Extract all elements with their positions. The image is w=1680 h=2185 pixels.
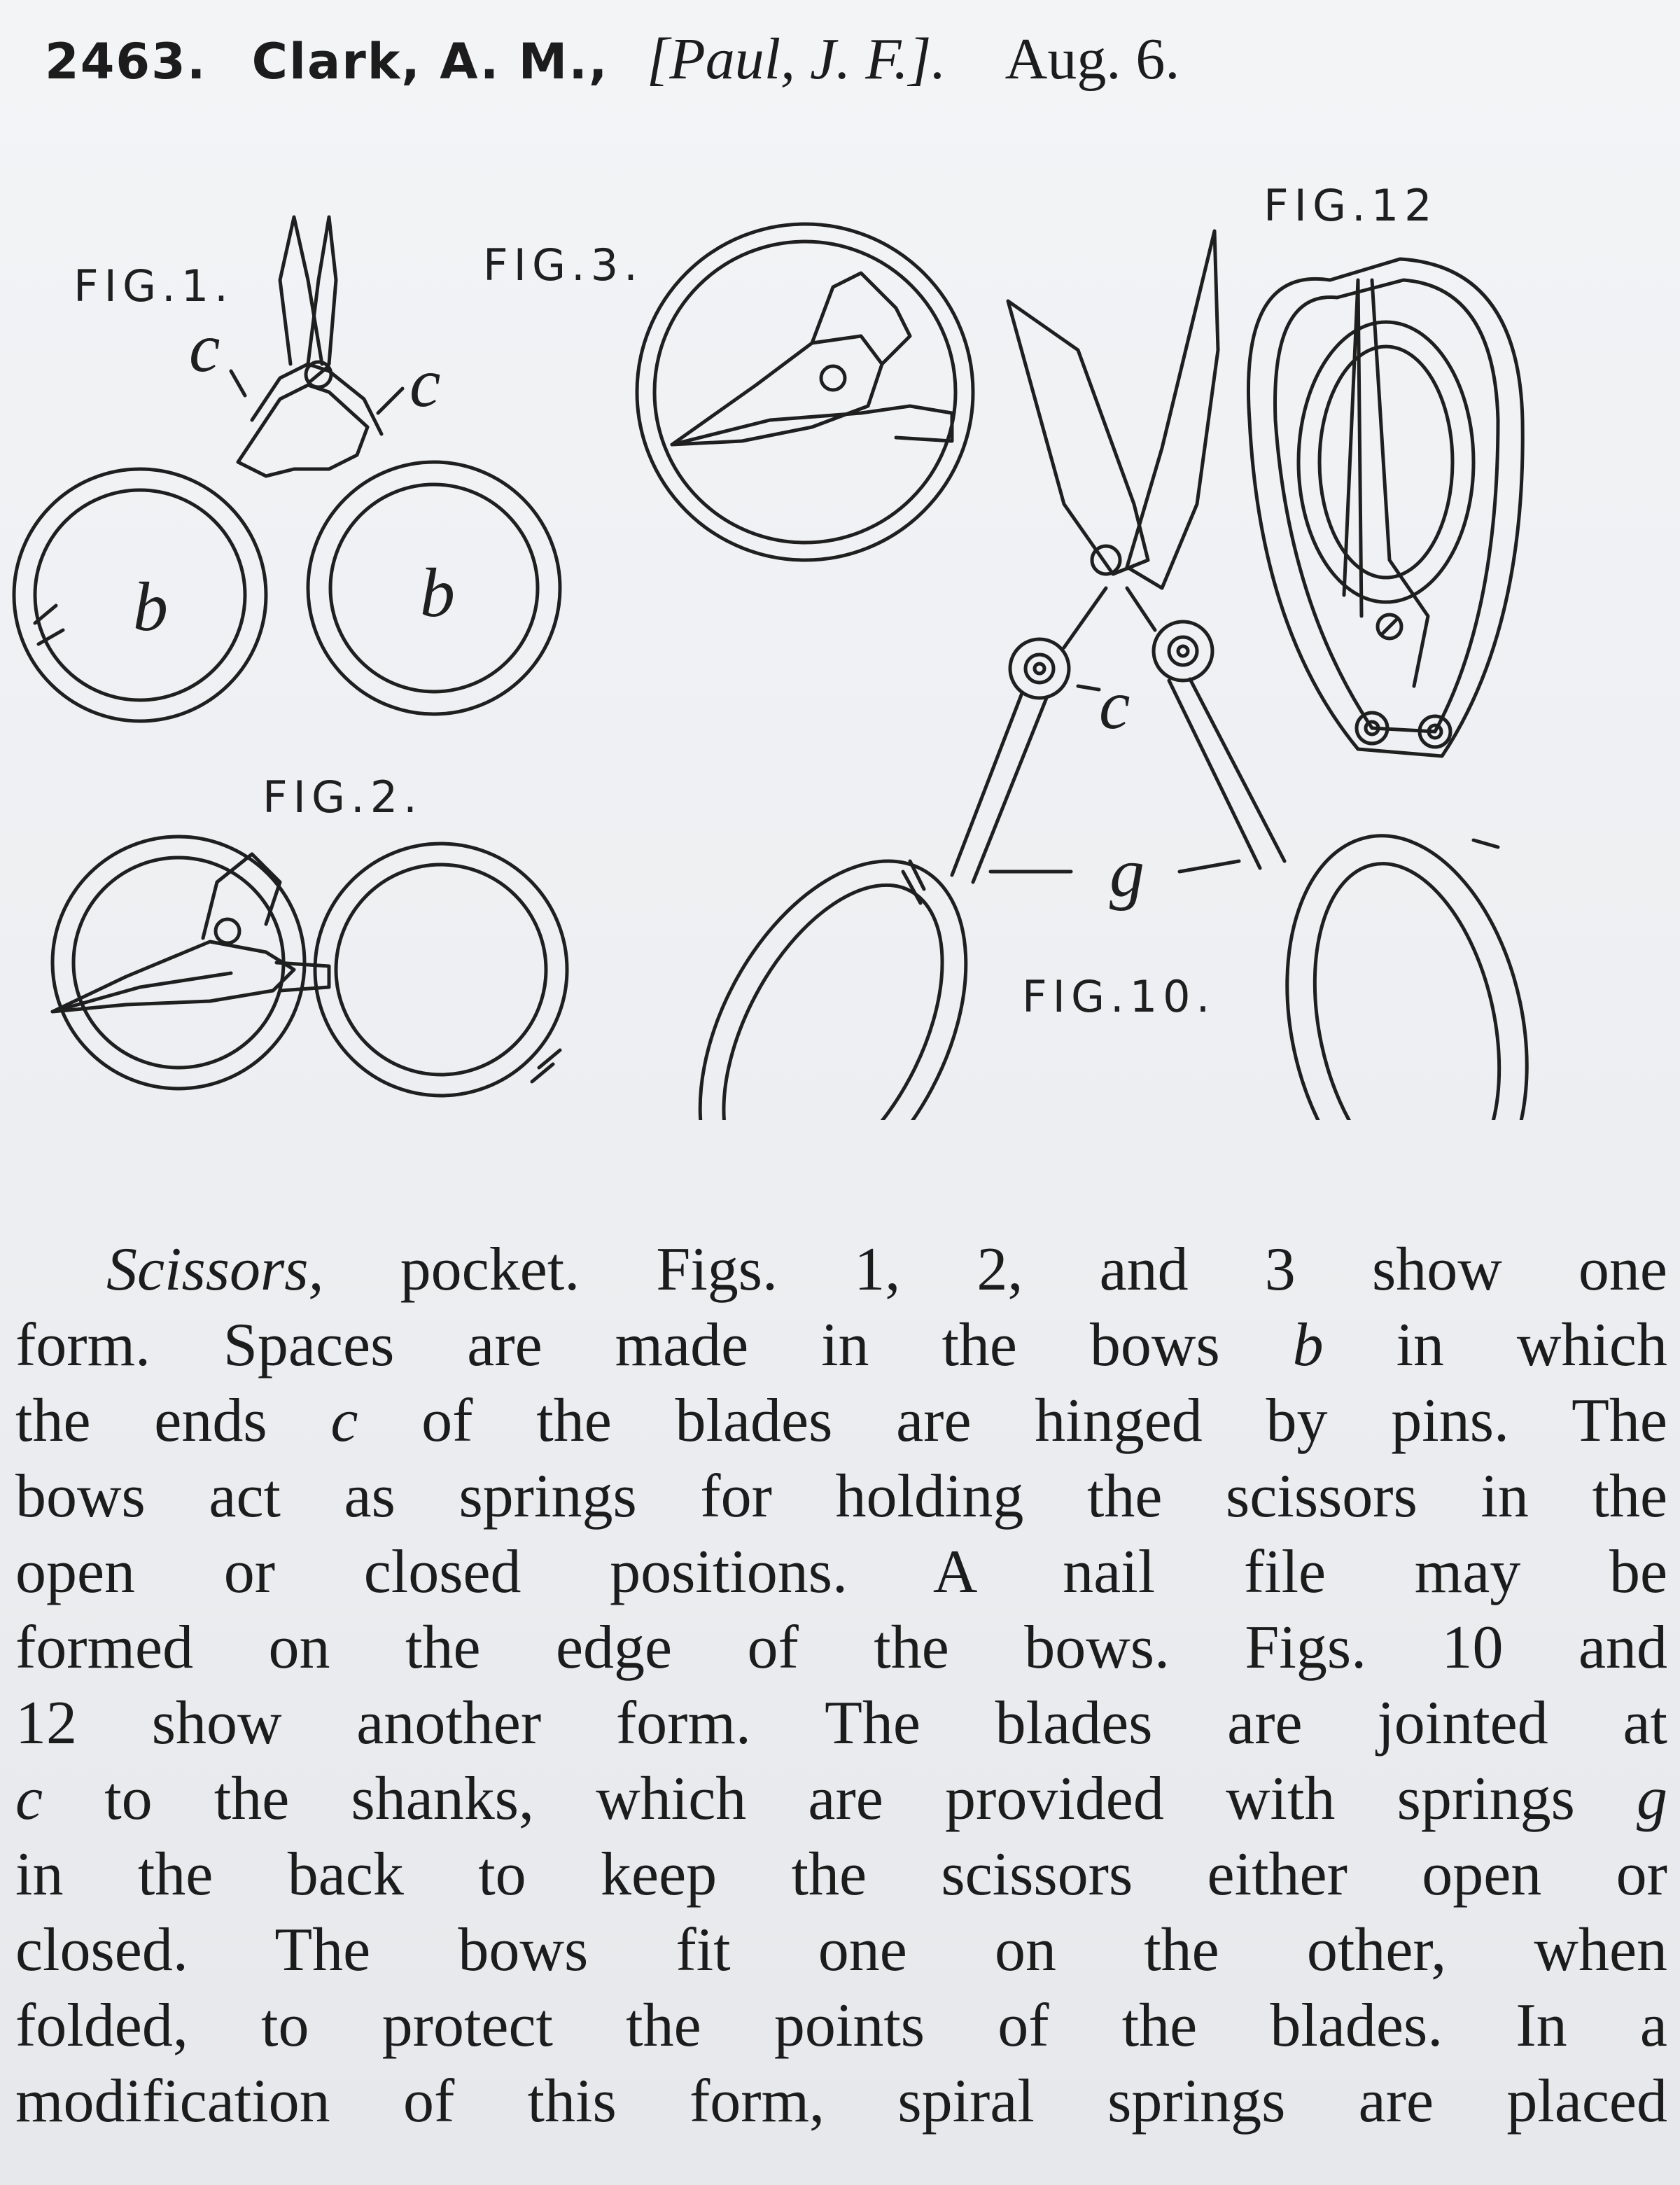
fig3-blades xyxy=(672,336,882,445)
patent-drawings xyxy=(0,140,1680,1120)
fig2-right-bow xyxy=(315,844,567,1096)
fig3-bow xyxy=(637,224,973,560)
fig1-letter-b-right: b xyxy=(420,554,455,631)
fig10-label: FIG.10. xyxy=(1022,971,1216,1022)
fig12-inner-bow xyxy=(1298,322,1474,602)
figure-1-open-scissors xyxy=(14,217,560,721)
fig10-left-bow-inner xyxy=(678,850,987,1120)
fig1-letter-c-right: c xyxy=(410,344,441,421)
text-line: the ends c of the blades are hinged by pins. The xyxy=(15,1387,1667,1455)
text-line: bows act as springs for holding the scissors in the xyxy=(15,1463,1667,1530)
figure-3-edge-view xyxy=(483,224,973,560)
figure-12-folded-scissors xyxy=(1248,180,1522,756)
fig10-left-shank xyxy=(952,693,1046,882)
fig10-joint-right xyxy=(1154,622,1212,680)
fig2-bow-space xyxy=(532,1050,560,1082)
fig1-letter-c-left: c xyxy=(189,309,220,386)
fig10-left-bow xyxy=(645,816,1021,1120)
fig10-letter-g: g xyxy=(1110,834,1144,912)
text-line: open or closed positions. A nail file may be xyxy=(15,1538,1667,1606)
text-line: in the back to keep the scissors either open or xyxy=(15,1841,1667,1908)
fig10-blade-joints xyxy=(1064,588,1155,648)
fig2-right-bow-inner xyxy=(336,865,546,1075)
fig10-joint-left xyxy=(1010,639,1069,698)
fig2-label: FIG.2. xyxy=(262,772,423,823)
fig2-pivot-screw xyxy=(216,919,239,943)
fig12-label: FIG.12 xyxy=(1264,180,1438,231)
fig3-pivot-screw xyxy=(821,366,845,390)
text-line: c to the shanks, which are provided with springs g xyxy=(15,1765,1667,1833)
fig10-right-bow-inner xyxy=(1287,846,1527,1120)
figure-2-folded-scissors xyxy=(52,772,567,1096)
text-line: folded, to protect the points of the blades. In a xyxy=(15,1992,1667,2060)
fig12-inner-bow-inner xyxy=(1320,347,1452,578)
fig10-right-bow xyxy=(1254,814,1560,1120)
text-line: Scissors, pocket. Figs. 1, 2, and 3 show one xyxy=(106,1236,1667,1304)
fig3-blade-details xyxy=(672,273,952,445)
entry-number: 2463. xyxy=(45,33,207,90)
fig10-left-blade xyxy=(1008,301,1148,574)
fig1-letter-b-left: b xyxy=(133,568,168,645)
fig10-letter-c: c xyxy=(1099,666,1130,744)
fig1-blades xyxy=(280,217,336,364)
entry-date: Aug. 6. xyxy=(1004,27,1180,92)
fig10-pivot xyxy=(1092,546,1120,574)
fig3-bow-inner xyxy=(654,242,955,543)
fig2-left-bow xyxy=(52,837,304,1089)
fig12-folded-blades xyxy=(1344,280,1428,686)
text-line: formed on the edge of the bows. Figs. 10 and xyxy=(15,1614,1667,1682)
text-line: 12 show another form. The blades are jointed at xyxy=(15,1689,1667,1757)
text-line: closed. The bows fit one on the other, when xyxy=(15,1916,1667,1984)
fig1-label: FIG.1. xyxy=(74,260,234,312)
entry-header xyxy=(45,21,1641,98)
agent-name: [Paul, J. F.]. xyxy=(646,27,946,92)
fig3-label: FIG.3. xyxy=(483,239,643,291)
abstract-text xyxy=(15,1232,1667,2139)
fig2-left-bow-inner xyxy=(74,858,284,1068)
inventor-name: Clark, A. M., xyxy=(251,33,609,90)
fig10-right-shank xyxy=(1169,679,1284,868)
text-line: modification of this form, spiral springs are placed xyxy=(15,2067,1667,2135)
text-line: form. Spaces are made in the bows b in which xyxy=(15,1311,1667,1379)
